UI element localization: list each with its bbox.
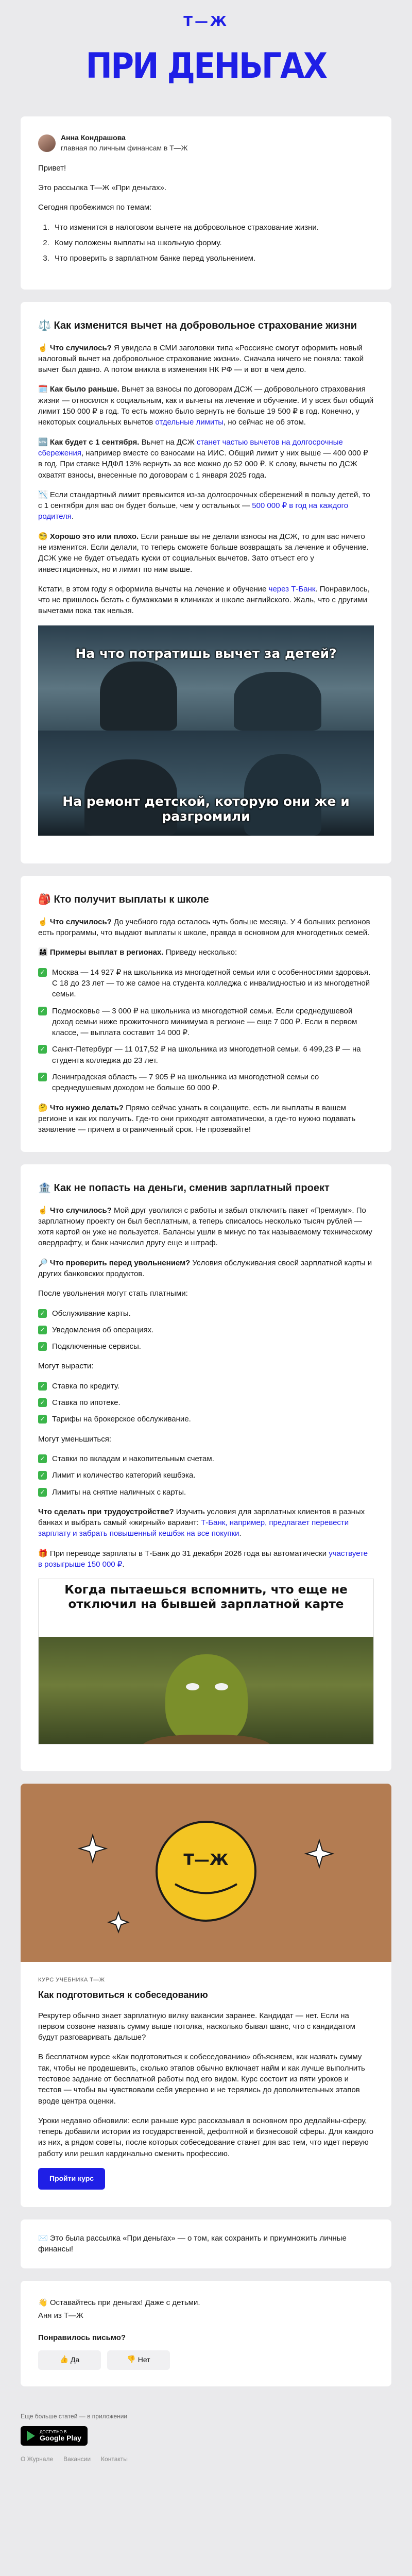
masthead	[0, 0, 412, 116]
paragraph: Кстати, в этом году я оформила вычеты на лечение и обучение через Т-Банк. Понравилось, что не пришлось бегать с бумажками в клиниках и школе английского. Жаль, что с другими вычетами пока так нельзя.	[38, 584, 370, 616]
paragraph: 🤔 Что нужно делать? Прямо сейчас узнать в соцзащите, есть ли выплаты в вашем регионе и как их получить. Где-то они приходят автоматически, а где-то нужно подавать заявление — причем в ограниченный срок. Не прозевайте!	[38, 1103, 356, 1134]
paragraph: Уроки недавно обновили: если раньше курс рассказывал в основном про дедлайны-сферу, теперь добавили истории из государственной, дефолтной и бизнесовой сферы. Для каждого из них, а рядом советы, после которых собеседование станет для вас тем, что идет первую работу или решил кардинально сменить профессию.	[38, 2116, 373, 2158]
meme-bottom-caption: На ремонт детской, которую они же и разгромили	[62, 793, 350, 824]
waving-hand-icon: 👋	[38, 2297, 48, 2307]
list-item: ✓ Тарифы на брокерское обслуживание.	[38, 1414, 374, 1425]
pointing-up-icon: ☝️	[38, 917, 48, 926]
check-icon: ✓	[38, 1073, 47, 1081]
separate-limits-link[interactable]: отдельные лимиты	[155, 418, 224, 427]
paragraph: ☝️ Что случилось? До учебного года осталось чуть больше месяца. У 4 больших регионов есть программы, что выдают выплаты к школе, правда в основном для многодетных семей.	[38, 917, 370, 938]
paragraph: Рекрутер обычно знает зарплатную вилку вакансии заранее. Кандидат — нет. Если на первом созвоне назвать сумму выше потолка, насколько бывал шанс, что с кандидатом будут разговаривать дальше?	[38, 2011, 355, 2042]
svg-text:Т—Ж: Т—Ж	[183, 1851, 229, 1870]
new-icon: 🆕	[38, 437, 48, 447]
topics-list	[52, 222, 374, 264]
family-icon: 👨‍👩‍👧	[38, 947, 48, 957]
signature: Аня из Т—Ж	[38, 2311, 83, 2320]
magnifier-icon: 🔎	[38, 1258, 48, 1267]
school-payments-card	[21, 876, 391, 1152]
scales-icon: ⚖️	[38, 318, 51, 331]
paragraph: ☝️ Что случилось? Мой друг уволился с работы и забыл отключить пакет «Премиум». По зарплатному проекту он был бесплатным, а теперь списалось несколько тысяч рублей — хотя картой он уже не пользуется. Балансы ушли в минус по так называемому техническому овердрафту, и банк начислил другу еще и штраф.	[38, 1205, 372, 1248]
long-term-savings-link[interactable]: станет частью вычетов на долгосрочные сбережения	[38, 437, 343, 457]
paragraph: После увольнения могут стать платными:	[38, 1289, 188, 1298]
check-icon: ✓	[38, 1454, 47, 1463]
vote-yes-button[interactable]: 👍 Да	[38, 2350, 101, 2370]
thumbs-down-icon: 👎	[127, 2355, 136, 2364]
course-card	[21, 1784, 391, 2207]
topic-item: 1. Что изменится в налоговом вычете на добровольное страхование жизни.	[52, 222, 374, 233]
insurance-deduction-card	[21, 302, 391, 863]
outro-card	[21, 2219, 391, 2268]
check-icon: ✓	[38, 1471, 47, 1480]
list-item: ✓ Москва — 14 927 ₽ на школьника из многодетной семьи или с особенностями здоровья. С 18 до 23 лет — то же самое на студента колледжа с инвалидностью и из многодетной семьи.	[38, 967, 374, 1000]
vote-no-button[interactable]: 👎 Нет	[107, 2350, 170, 2370]
paragraph: Что сделать при трудоустройстве? Изучить условия для зарплатных клиентов в разных банках и выбрать самый «жирный» вариант: Т-Банк, например, предлагает перевести зарплату и забрать повышенный кешбэк на все покупки.	[38, 1507, 365, 1538]
check-icon: ✓	[38, 1382, 47, 1391]
pointing-up-icon: ☝️	[38, 343, 48, 352]
tj-course-badge	[21, 1784, 391, 1962]
tbank-deduction-link[interactable]: через Т-Банк	[268, 584, 316, 594]
welcome-text: Это рассылка Т—Ж «При деньгах».	[38, 183, 167, 193]
may-rise-list	[38, 1381, 374, 1425]
tj-logo[interactable]: Т—Ж	[183, 14, 229, 29]
paragraph: В бесплатном курсе «Как подготовиться к собеседованию» объясняем, как назвать сумму так, чтобы не продешевить, сколько этапов обычно включает найм и как лучше выполнить тестовое задание от бесплатной работы под его видом. Курс состоит из пяти уроков и тестов — чтобы вы чувствовали себя уверенно и не терялись до дополнительных этапов вроде центра оценки.	[38, 2053, 365, 2106]
section-title: 🏦 Как не попасть на деньги, сменив зарплатный проект	[38, 1181, 330, 1194]
section-title: 🎒 Кто получит выплаты к школе	[38, 892, 209, 905]
check-icon: ✓	[38, 1309, 47, 1318]
bank-icon: 🏦	[38, 1181, 51, 1194]
paragraph: 🆕 Как будет с 1 сентября. Вычет на ДСЖ станет частью вычетов на долгосрочные сбережения, например вместе со взносами на ИИС. Общий лимит у них выше — 400 000 ₽ в год. При ставке НДФЛ 13% вернуть за все можно до 52 000 ₽. К слову, вычеты по ДСЖ охватят взносы, внесенные по договорам с 1 января 2025 года.	[38, 437, 368, 480]
feedback-card	[21, 2281, 391, 2387]
check-icon: ✓	[38, 968, 47, 977]
list-item: ✓ Лимиты на снятие наличных с карты.	[38, 1487, 374, 1498]
avatar	[38, 134, 56, 152]
list-item: ✓ Обслуживание карты.	[38, 1308, 374, 1319]
intro-card	[21, 116, 391, 290]
paid-after-quit-list	[38, 1308, 374, 1352]
meme-top-caption: На что потратишь вычет за детей?	[75, 646, 337, 661]
google-play-badge[interactable]: ДОСТУПНО В Google Play	[21, 2426, 88, 2446]
author-role: главная по личным финансам в Т—Ж	[61, 143, 188, 152]
children-limit-link[interactable]: 500 000 ₽ в год на каждого родителя	[38, 501, 349, 521]
meme-caption: Когда пытаешься вспомнить, что еще не отключил на бывшей зарплатной карте	[64, 1583, 348, 1611]
salary-project-card	[21, 1164, 391, 1772]
shrek-meme-image	[38, 1579, 374, 1744]
list-item: ✓ Лимит и количество категорий кешбэка.	[38, 1470, 374, 1481]
envelope-icon: ✉️	[38, 2233, 48, 2243]
newsletter-brand: ПРИ ДЕНЬГАХ	[85, 45, 327, 87]
course-title: Как подготовиться к собеседованию	[38, 1989, 208, 2000]
check-icon: ✓	[38, 1342, 47, 1351]
topic-item: 3. Что проверить в зарплатном банке перед увольнением.	[52, 253, 374, 264]
footer	[0, 2399, 412, 2481]
topic-item: 2. Кому положены выплаты на школьную форму.	[52, 238, 374, 248]
list-item: ✓ Подмосковье — 3 000 ₽ на школьника из многодетной семьи. Если среднедушевой доход семьи ниже прожиточного минимума в регионе — еще 7 000 ₽. Если в первом классе, — выплата составит 14 000 ₽.	[38, 1006, 374, 1039]
start-course-button[interactable]: Пройти курс	[38, 2168, 105, 2190]
feedback-question: Понравилось письмо?	[38, 2333, 126, 2343]
paragraph: Могут уменьшиться:	[38, 1434, 111, 1444]
gift-icon: 🎁	[38, 1548, 48, 1558]
paragraph: 🧐 Хорошо это или плохо. Если раньше вы не делали взносы на ДСЖ, то для вас ничего не изменится. Если делали, то теперь сможете больше возвращать за лечение и обучение. ДСЖ уже не будет отъедать куски от социальных вычетов. Зато отъест его у инвестиционных, но и лимит по ним выше.	[38, 531, 369, 574]
paragraph: 🔎 Что проверить перед увольнением? Условия обслуживания своей зарплатной карты и других банковских продуктов.	[38, 1258, 372, 1278]
check-icon: ✓	[38, 1007, 47, 1015]
tbank-salary-link[interactable]: Т-Банк, например, предлагает перевести зарплату и забрать повышенный кешбэк на все покупки	[38, 1518, 349, 1538]
paragraph: Могут вырасти:	[38, 1362, 94, 1371]
google-play-icon	[27, 2431, 35, 2441]
check-icon: ✓	[38, 1415, 47, 1423]
calendar-icon: 🗓️	[38, 384, 48, 394]
footer-links	[21, 2455, 391, 2464]
list-item: ✓ Подключенные сервисы.	[38, 1341, 374, 1352]
prize-draw-link[interactable]: участвуете в розыгрыше 150 000 ₽	[38, 1549, 368, 1569]
backpack-icon: 🎒	[38, 892, 51, 905]
app-promo-text: Еще больше статей — в приложении	[21, 2413, 128, 2420]
paragraph: 👨‍👩‍👧 Примеры выплат в регионах. Приведу несколько:	[38, 947, 237, 957]
thinking-face-icon: 🤔	[38, 1103, 48, 1112]
list-item: ✓ Уведомления об операциях.	[38, 1325, 374, 1335]
topics-intro: Сегодня пробежимся по темам:	[38, 203, 152, 212]
list-item: ✓ Ставка по кредиту.	[38, 1381, 374, 1392]
paragraph: 🎁 При переводе зарплаты в Т-Банк до 31 декабря 2026 года вы автоматически участвуете в розыгрыше 150 000 ₽.	[38, 1548, 368, 1569]
pointing-up-icon: ☝️	[38, 1205, 48, 1215]
course-kicker: КУРС УЧЕБНИКА Т—Ж	[38, 1977, 105, 1984]
footer-link-jobs[interactable]: Вакансии	[63, 2455, 91, 2463]
paragraph: 📉 Если стандартный лимит превысится из-за долгосрочных сбережений в пользу детей, то с 1 сентября для вас он будет больше, чем у остальных — 500 000 ₽ в год на каждого родителя.	[38, 489, 370, 521]
footer-link-about[interactable]: О Журнале	[21, 2455, 54, 2463]
outro-text: ✉️ Это была рассылка «При деньгах» — о том, как сохранить и приумножить личные финансы!	[38, 2233, 347, 2254]
section-title: ⚖️ Как изменится вычет на добровольное страхование жизни	[38, 318, 357, 331]
paragraph: ☝️ Что случилось? Я увидела в СМИ заголовки типа «Россияне смогут оформить новый налоговый вычет на добровольное страхование жизни». Сначала ничего не поняла: такой вычет был давно. А потом вникла в изменения НК РФ — и вот в чем дело.	[38, 343, 364, 375]
list-item: ✓ Санкт-Петербург — 11 017,52 ₽ на школьника из многодетной семьи. 6 499,23 ₽ — на студента колледжа до 23 лет.	[38, 1044, 374, 1066]
list-item: ✓ Ставки по вкладам и накопительным счетам.	[38, 1453, 374, 1464]
check-icon: ✓	[38, 1398, 47, 1407]
author-name: Анна Кондрашова	[61, 133, 126, 142]
thinking-face-icon: 🧐	[38, 531, 48, 541]
list-item: ✓ Ленинградская область — 7 905 ₽ на школьника из многодетной семьи со среднедушевым доходом не больше 60 000 ₽.	[38, 1072, 374, 1094]
footer-link-contacts[interactable]: Контакты	[101, 2455, 128, 2463]
thumbs-up-icon: 👍	[59, 2355, 69, 2364]
deduction-meme-image	[38, 625, 374, 836]
regional-payments-list	[38, 967, 374, 1094]
author	[38, 133, 374, 154]
check-icon: ✓	[38, 1326, 47, 1334]
greeting: Привет!	[38, 163, 66, 173]
check-icon: ✓	[38, 1045, 47, 1054]
list-item: ✓ Ставка по ипотеке.	[38, 1397, 374, 1408]
goodbye-text: 👋 Оставайтесь при деньгах! Даже с детьми.	[38, 2297, 200, 2307]
may-drop-list	[38, 1453, 374, 1498]
course-illustration	[21, 1784, 391, 1962]
paragraph: 🗓️ Как было раньше. Вычет за взносы по договорам ДСЖ — добровольного страхования жизни — относился к социальным, как и вычеты на лечение и обучение. И у всех был общий лимит 150 000 ₽ в год. То есть можно было вернуть не больше 19 500 ₽ в год. Конечно, у некоторых социальных вычетов отдельные лимиты, но сейчас не об этом.	[38, 384, 374, 427]
chart-icon: 📉	[38, 489, 48, 499]
feedback-buttons	[38, 2350, 374, 2370]
check-icon: ✓	[38, 1488, 47, 1497]
